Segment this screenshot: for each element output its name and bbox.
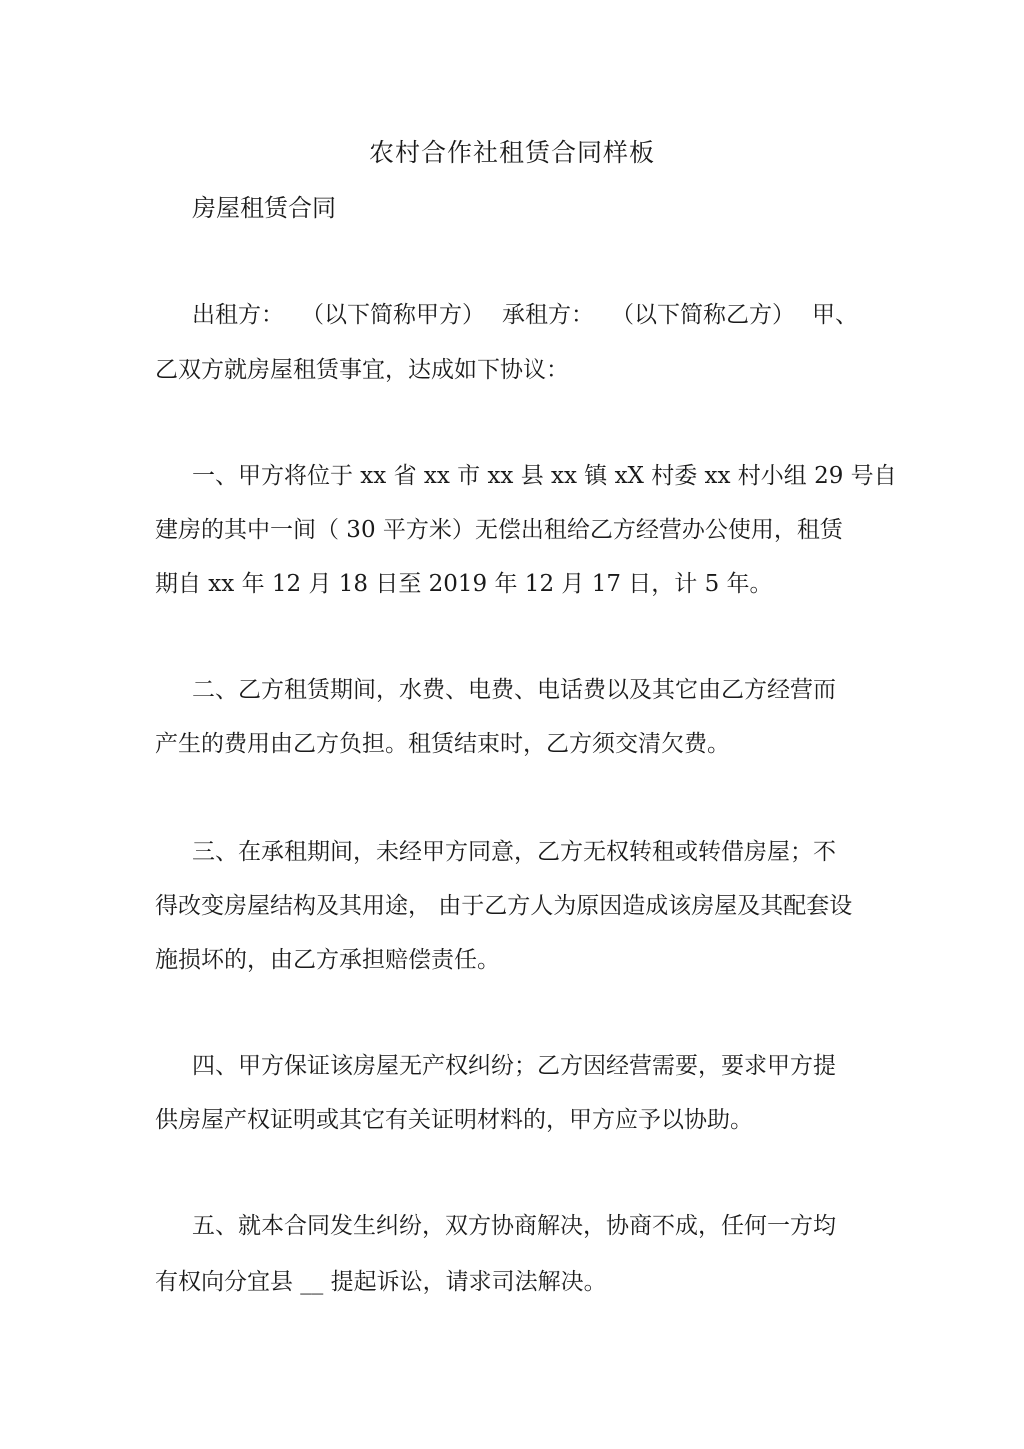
parties-tail: 甲、 xyxy=(812,302,858,328)
clause-1-line-3: 期自 xx 年 12 月 18 日至 2019 年 12 月 17 日，计 5 年。 xyxy=(155,571,773,597)
clause-3-line-3: 施损坏的，由乙方承担赔偿责任。 xyxy=(155,947,500,973)
clause-3-line-1: 三、在承租期间，未经甲方同意，乙方无权转租或转借房屋；不 xyxy=(192,839,836,865)
clause-2-line-2: 产生的费用由乙方负担。租赁结束时，乙方须交清欠费。 xyxy=(155,731,730,757)
lessor-note: （以下简称甲方） xyxy=(301,302,485,328)
lessee-note: （以下简称乙方） xyxy=(611,302,795,328)
clause-1-line-2: 建房的其中一间（ 30 平方米）无偿出租给乙方经营办公使用，租赁 xyxy=(155,517,843,543)
parties-line xyxy=(192,297,858,333)
clause-4-line-2: 供房屋产权证明或其它有关证明材料的，甲方应予以协助。 xyxy=(155,1107,753,1133)
clause-5-line-2: 有权向分宜县 __ 提起诉讼，请求司法解决。 xyxy=(155,1269,607,1295)
clause-2-line-1: 二、乙方租赁期间，水费、电费、电话费以及其它由乙方经营而 xyxy=(192,677,836,703)
clause-4-line-1: 四、甲方保证该房屋无产权纠纷；乙方因经营需要，要求甲方提 xyxy=(192,1053,836,1079)
clause-1-line-1: 一、甲方将位于 xx 省 xx 市 xx 县 xx 镇 xX 村委 xx 村小组 29 号自 xyxy=(192,463,897,489)
parties-line-2: 乙双方就房屋租赁事宜，达成如下协议： xyxy=(155,357,569,383)
document-title: 农村合作社租赁合同样板 xyxy=(368,138,655,167)
lessor-label: 出租方： xyxy=(192,302,284,328)
clause-3-line-2: 得改变房屋结构及其用途， 由于乙方人为原因造成该房屋及其配套设 xyxy=(155,893,853,919)
clause-5-line-1: 五、就本合同发生纠纷，双方协商解决，协商不成，任何一方均 xyxy=(192,1213,836,1239)
lessee-label: 承租方： xyxy=(502,302,594,328)
contract-subtitle: 房屋租赁合同 xyxy=(192,194,336,222)
